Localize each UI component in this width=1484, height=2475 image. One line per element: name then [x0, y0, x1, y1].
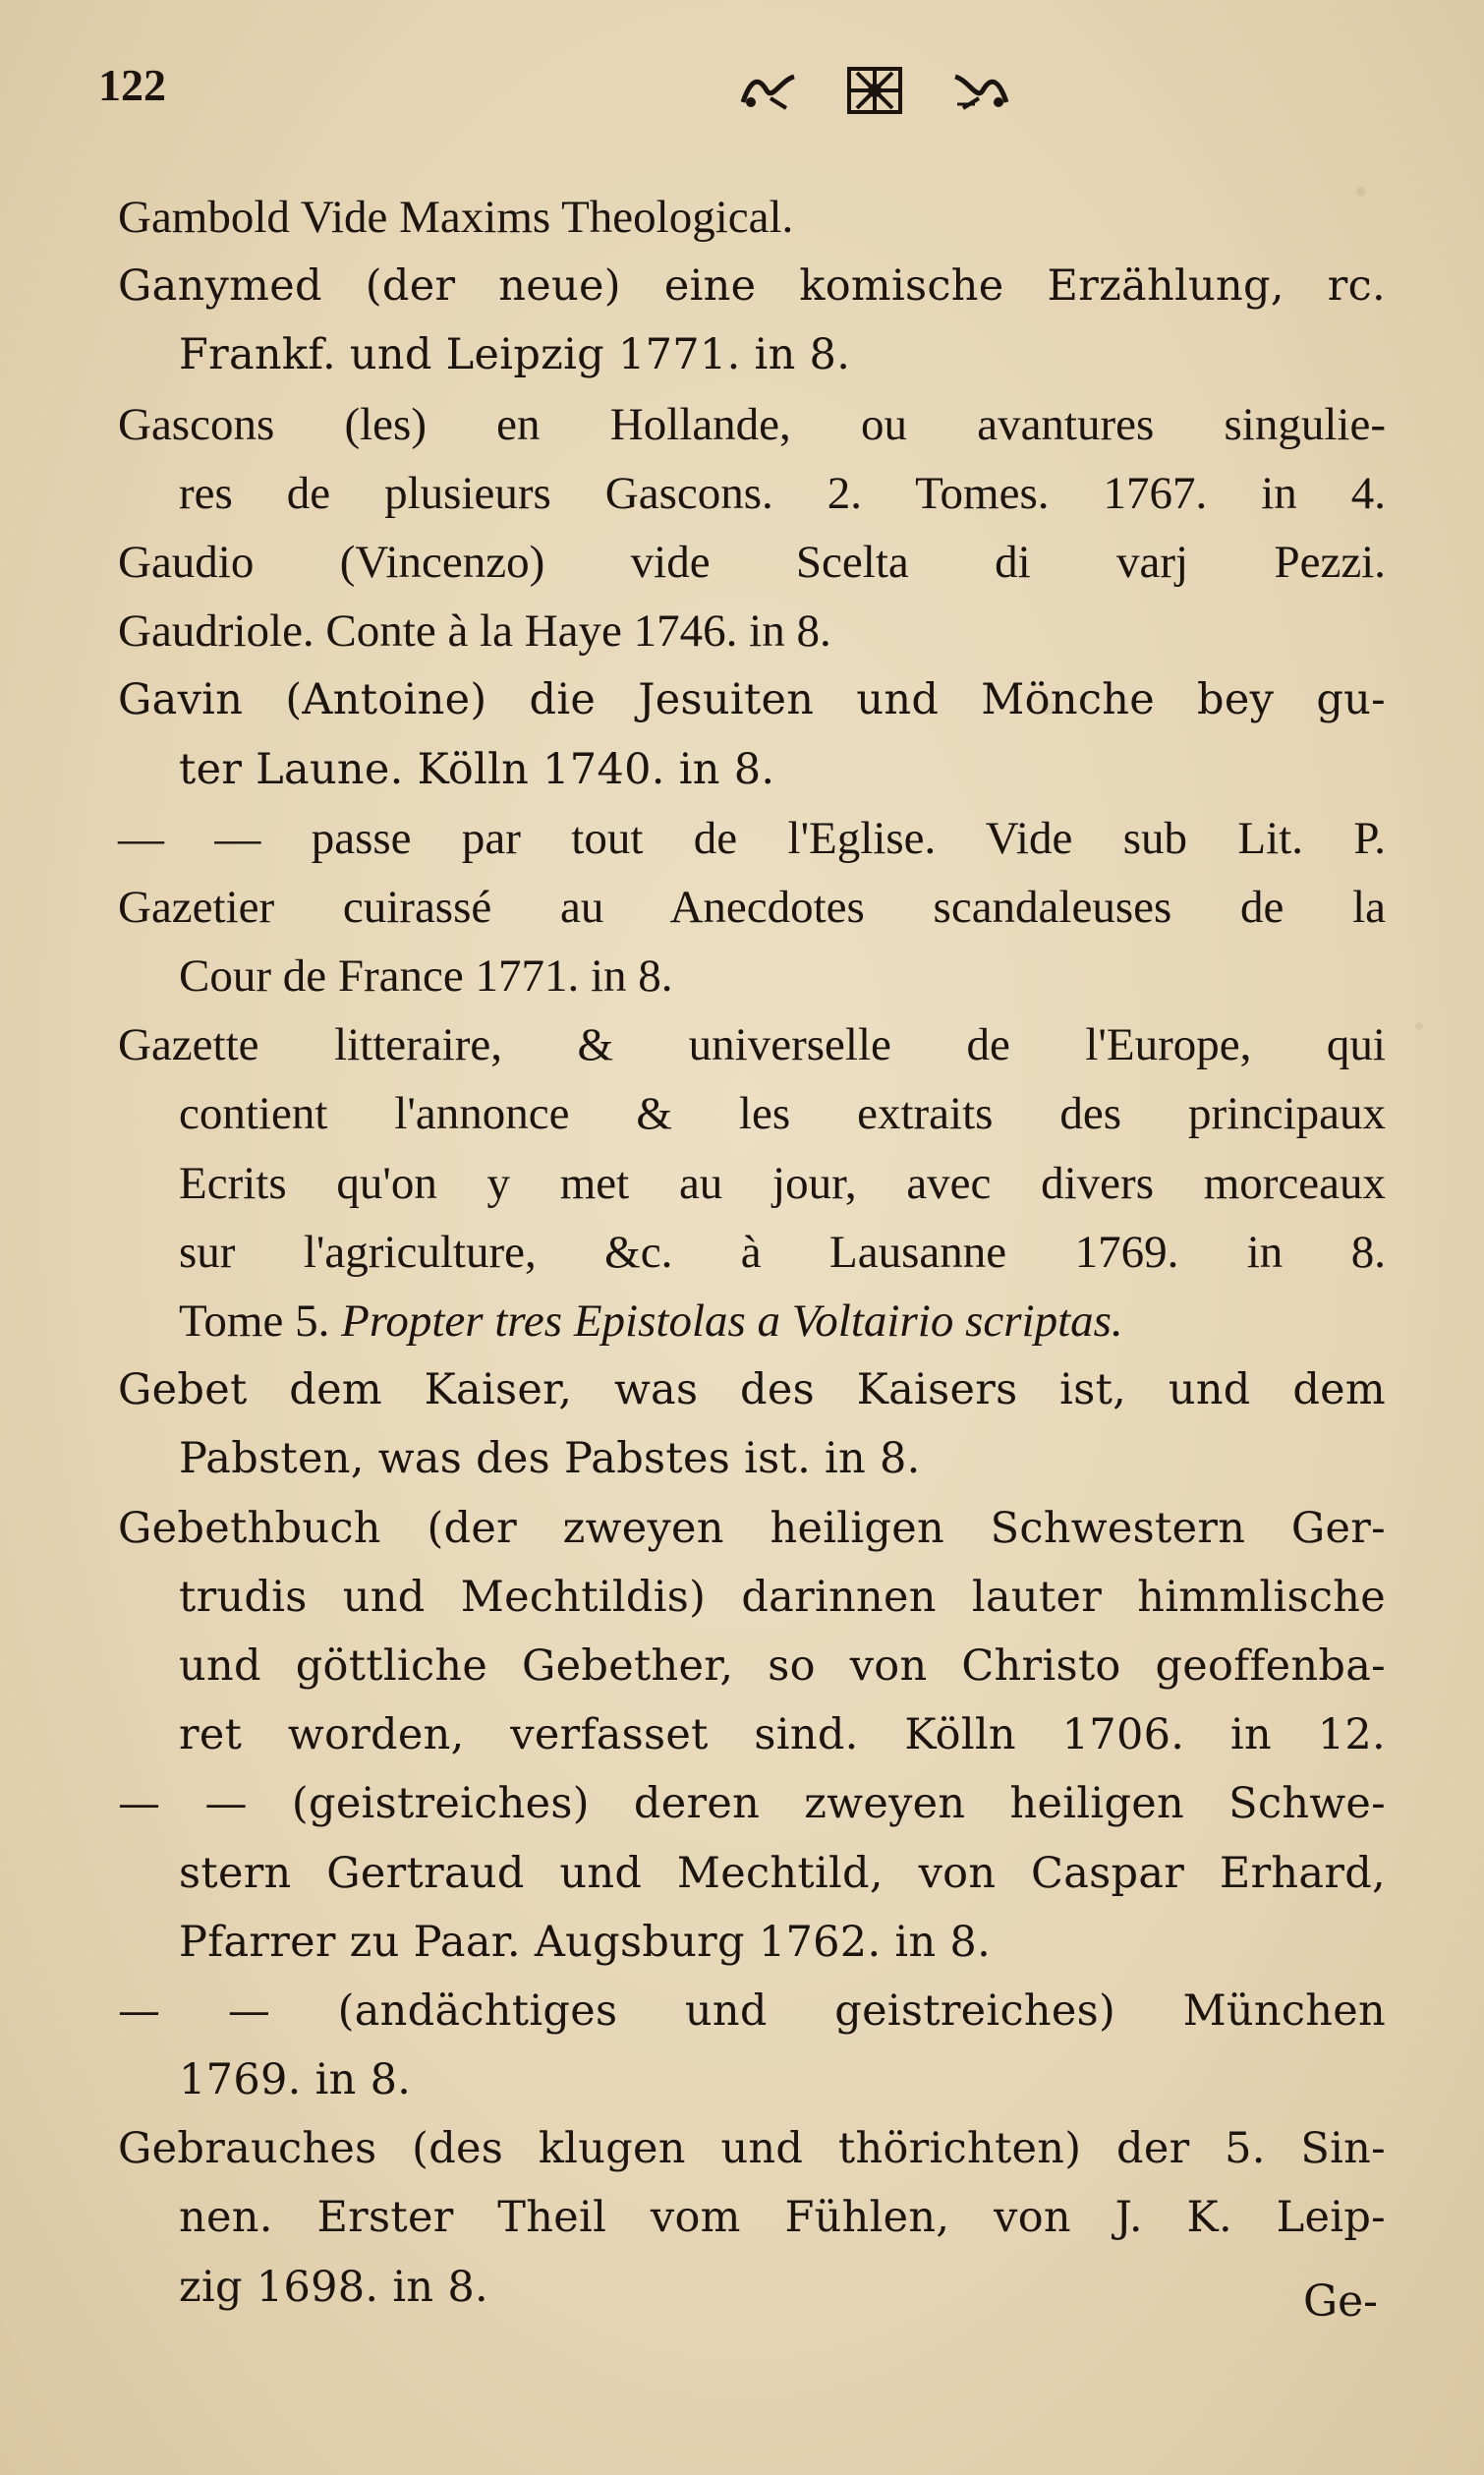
line-text: trudis und Mechtildis) darinnen lauter himmlische [179, 1572, 1386, 1622]
entry-continuation-line [98, 1079, 1386, 1148]
line-text: Gazette litteraire, & universelle de l'Europe, qui [118, 1019, 1386, 1071]
line-text: — — (geistreiches) deren zweyen heiligen Schwe- [118, 1779, 1386, 1829]
entry-continuation-line [98, 2253, 1386, 2322]
entry-continuation-line [98, 1700, 1386, 1769]
entry-heading-line [98, 252, 1386, 320]
header-ornament [688, 51, 1061, 130]
line-text: 1769. in 8. [179, 2055, 412, 2105]
ornament-left-icon [737, 69, 800, 112]
line-text: Frankf. und Leipzig 1771. in 8. [179, 330, 851, 380]
line-text: Gambold Vide Maxims Theological. [118, 192, 794, 243]
ornament-center-icon [843, 63, 906, 118]
entry-heading-line [98, 804, 1386, 873]
entry-continuation-line [98, 1218, 1386, 1287]
entry-heading-line [98, 1494, 1386, 1563]
line-text: Gebrauches (des klugen und thörichten) der 5. Sin- [118, 2124, 1386, 2174]
entry-heading-line [98, 2114, 1386, 2183]
entry-heading-line [98, 528, 1386, 597]
entry-heading-line [98, 390, 1386, 459]
entry-continuation-line [98, 2183, 1386, 2252]
entry-continuation-line [98, 320, 1386, 389]
page-number: 122 [98, 60, 166, 110]
line-italic-note: Propter tres Epistolas a Voltairio scriptas. [341, 1295, 1123, 1347]
entry-continuation-line [98, 1424, 1386, 1493]
paper-spot [1415, 1022, 1423, 1030]
page-header [98, 51, 1386, 130]
entry-continuation-line [98, 1149, 1386, 1218]
entry-heading-line [98, 1010, 1386, 1079]
line-text: Gaudriole. Conte à la Haye 1746. in 8. [118, 605, 831, 658]
ornament-right-icon [949, 69, 1012, 112]
line-text: res de plusieurs Gascons. 2. Tomes. 1767. in 4. [179, 467, 1386, 519]
line-text: Gebethbuch (der zweyen heiligen Schwestern Ger- [118, 1503, 1386, 1553]
line-text: Gebet dem Kaiser, was des Kaisers ist, und dem [118, 1365, 1386, 1415]
line-text: ret worden, verfasset sind. Kölln 1706. in 12. [179, 1710, 1386, 1760]
line-text: Gascons (les) en Hollande, ou avantures singulie- [118, 398, 1386, 450]
entry-continuation-line [98, 942, 1386, 1010]
line-text: Pabsten, was des Pabstes ist. in 8. [179, 1434, 921, 1484]
line-text: Gaudio (Vincenzo) vide Scelta di varj Pezzi. [118, 536, 1386, 588]
line-text: Ecrits qu'on y met au jour, avec divers morceaux [179, 1157, 1386, 1209]
entry-continuation-line [98, 2045, 1386, 2114]
entry-heading-line [98, 665, 1386, 734]
entry-continuation-line [98, 459, 1386, 528]
entry-continuation-line [98, 1287, 1386, 1355]
line-text: Ganymed (der neue) eine komische Erzählung, rc. [118, 261, 1386, 312]
entry-continuation-line [98, 1632, 1386, 1700]
entry-continuation-line [98, 1908, 1386, 1977]
line-text: Gavin (Antoine) die Jesuiten und Mönche bey gu- [118, 675, 1386, 725]
line-text: Tome 5. [179, 1295, 330, 1347]
line-text: contient l'annonce & les extraits des principaux [179, 1088, 1386, 1140]
line-text: und göttliche Gebether, so von Christo geoffenba- [179, 1640, 1386, 1691]
catalogue-entries [98, 183, 1386, 2322]
line-text: stern Gertraud und Mechtild, von Caspar Erhard, [179, 1848, 1386, 1898]
entry-heading-line [98, 597, 1386, 665]
line-text: nen. Erster Theil vom Fühlen, von J. K. Leip- [179, 2193, 1386, 2243]
line-text: Pfarrer zu Paar. Augsburg 1762. in 8. [179, 1917, 992, 1967]
entry-continuation-line [98, 1839, 1386, 1908]
entry-heading-line [98, 1977, 1386, 2045]
entry-heading-line [98, 1355, 1386, 1424]
line-text: — — (andächtiges und geistreiches) München [118, 1986, 1386, 2036]
line-text: Cour de France 1771. in 8. [179, 950, 673, 1003]
line-text: sur l'agriculture, &c. à Lausanne 1769. in 8. [179, 1226, 1386, 1278]
catchword: Ge- [1302, 2276, 1378, 2327]
line-text: — — passe par tout de l'Eglise. Vide sub Lit. P. [118, 812, 1386, 864]
line-text: Gazetier cuirassé au Anecdotes scandaleuses de la [118, 881, 1386, 933]
entry-heading-line [98, 873, 1386, 942]
entry-heading-line [98, 1769, 1386, 1838]
line-text: zig 1698. in 8. [179, 2262, 489, 2312]
line-text: ter Laune. Kölln 1740. in 8. [179, 744, 775, 794]
entry-continuation-line [98, 1563, 1386, 1632]
entry-continuation-line [98, 735, 1386, 804]
entry-heading-line [98, 183, 1386, 252]
